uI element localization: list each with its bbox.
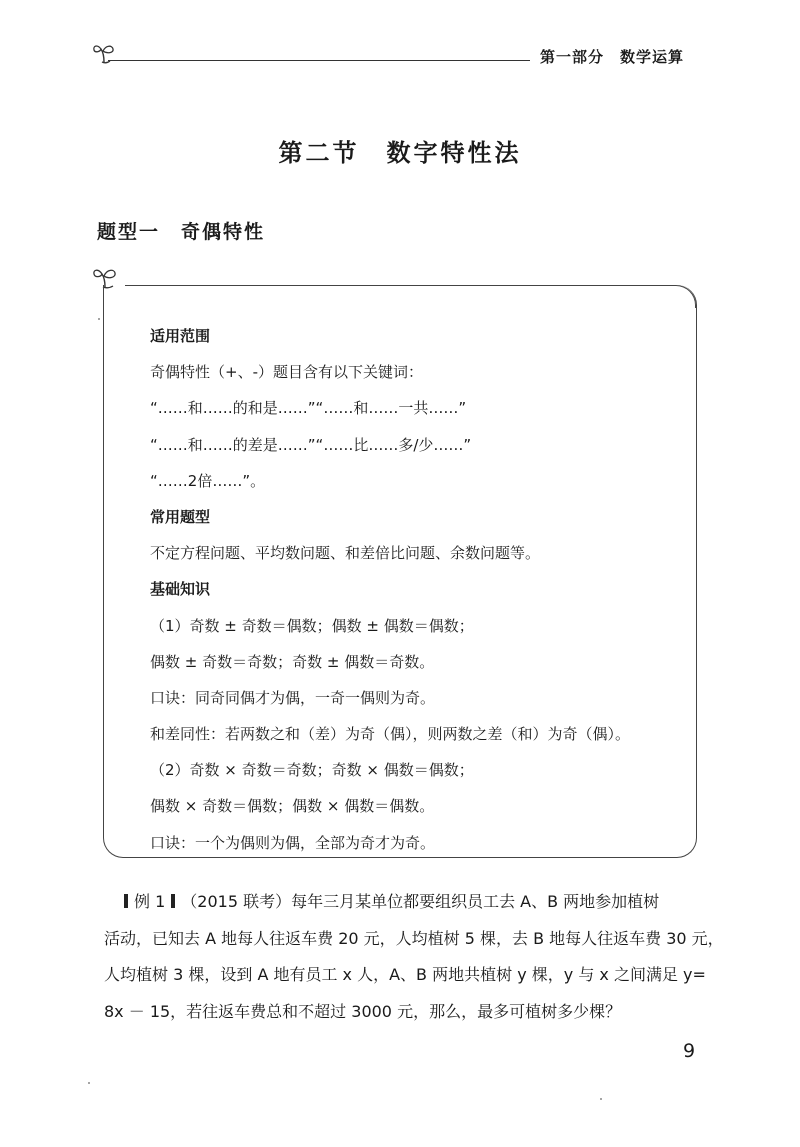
example-text-line: 活动，已知去 A 地每人往返车费 20 元，人均植树 5 棵，去 B 地每人往返车费 30 元， bbox=[104, 928, 724, 948]
knowledge-box-content bbox=[150, 318, 670, 861]
box-line: “……和……的和是……”“……和……一共……” bbox=[150, 399, 467, 418]
box-heading: 基础知识 bbox=[150, 580, 211, 599]
label-bar-right bbox=[171, 894, 175, 908]
box-line: 不定方程问题、平均数问题、和差倍比问题、余数问题等。 bbox=[150, 544, 541, 563]
box-line: 口诀：一个为偶则为偶，全部为奇才为奇。 bbox=[150, 833, 436, 852]
box-line: （1）奇数 ± 奇数＝偶数；偶数 ± 偶数＝偶数； bbox=[150, 616, 474, 635]
header-rule bbox=[108, 60, 530, 61]
scan-speck bbox=[88, 1082, 90, 1084]
box-heading: 常用题型 bbox=[150, 507, 211, 526]
page-number: 9 bbox=[683, 1040, 696, 1062]
box-heading: 适用范围 bbox=[150, 327, 211, 345]
box-line: 偶数 ± 奇数＝奇数；奇数 ± 偶数＝奇数。 bbox=[150, 652, 435, 671]
box-line: （2）奇数 × 奇数＝奇数；奇数 × 偶数＝偶数； bbox=[150, 761, 474, 780]
running-header: 第一部分 数学运算 bbox=[540, 48, 685, 66]
box-line: 和差同性：若两数之和（差）为奇（偶），则两数之差（和）为奇（偶）。 bbox=[150, 725, 631, 744]
example-1 bbox=[104, 884, 724, 1030]
scan-speck bbox=[98, 318, 100, 320]
knowledge-box-top-edge bbox=[125, 285, 673, 286]
example-text-line: 人均植树 3 棵，设到 A 地有员工 x 人，A、B 两地共植树 y 棵，y 与 x 之间满足 y= bbox=[104, 965, 706, 984]
example-text-line: 8x － 15，若往返车费总和不超过 3000 元，那么，最多可植树多少棵？ bbox=[104, 1001, 622, 1021]
box-line: 奇偶特性（+、-）题目含有以下关键词： bbox=[150, 363, 423, 382]
subsection-title: 题型一 奇偶特性 bbox=[97, 221, 266, 243]
scan-speck bbox=[600, 1098, 602, 1100]
example-first-line bbox=[118, 884, 708, 921]
knowledge-box-corner bbox=[673, 285, 696, 308]
box-line: “……2倍……”。 bbox=[150, 471, 266, 490]
box-line: “……和……的差是……”“……比……多/少……” bbox=[150, 435, 472, 454]
example-label: 例 1 bbox=[134, 892, 166, 911]
box-line: 口诀：同奇同偶才为偶，一奇一偶则为奇。 bbox=[150, 688, 436, 707]
box-line: 偶数 × 奇数＝偶数；偶数 × 偶数＝偶数。 bbox=[150, 797, 435, 816]
label-bar-left bbox=[124, 894, 128, 908]
section-title: 第二节 数字特性法 bbox=[278, 139, 522, 167]
example-text-line: （2015 联考）每年三月某单位都要组织员工去 A、B 两地参加植树 bbox=[181, 892, 660, 911]
